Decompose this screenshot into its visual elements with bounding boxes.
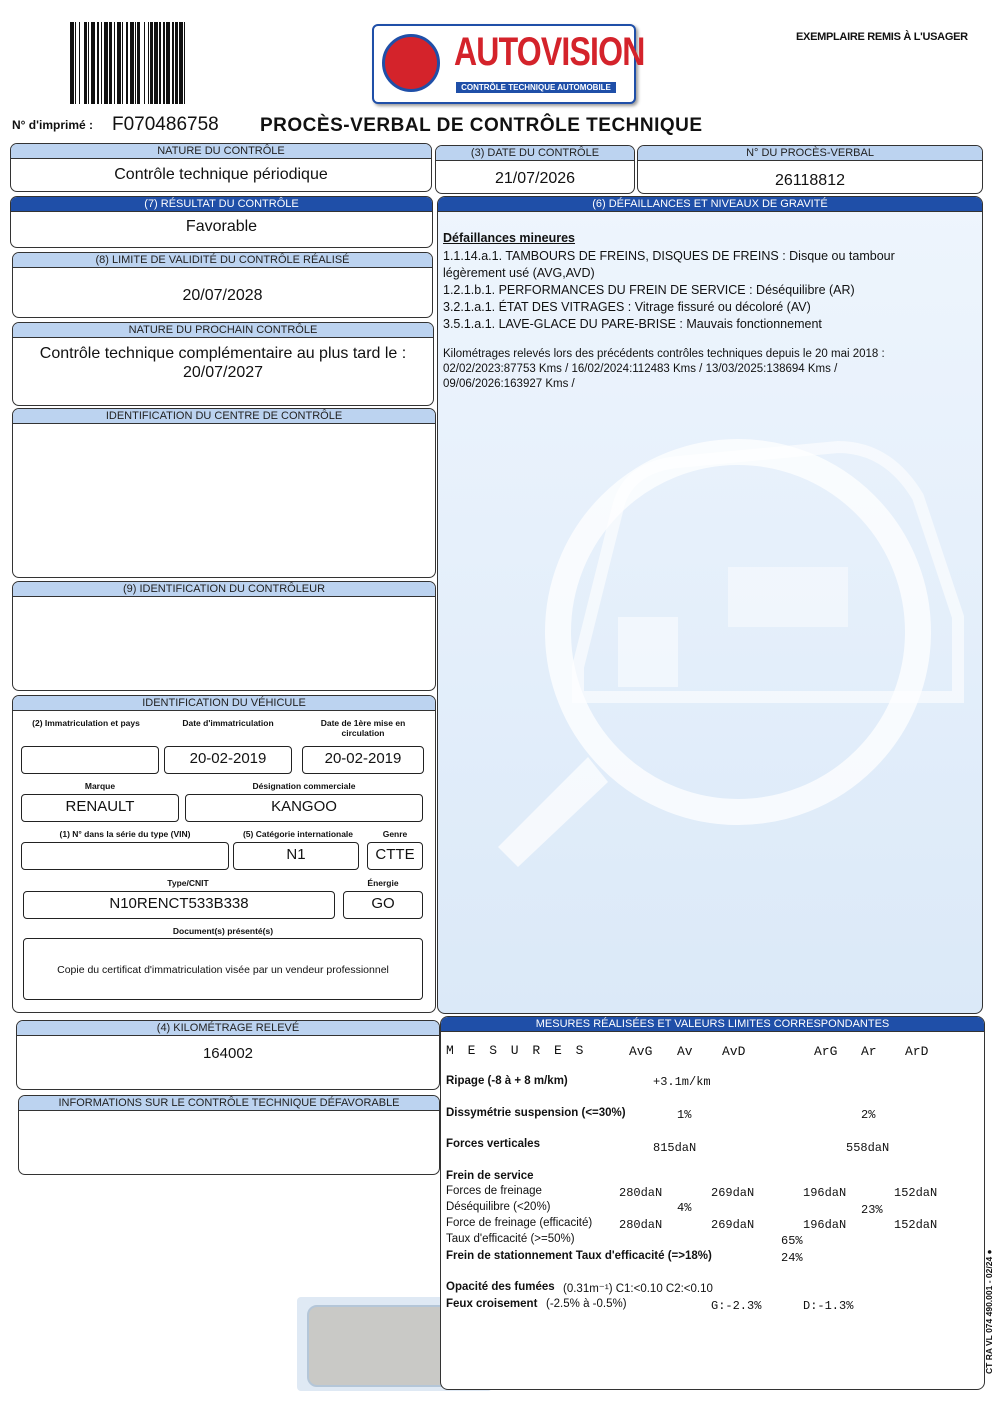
freinage-avg: 280daN [619,1186,663,1200]
efficacite-arg: 196daN [803,1218,847,1232]
marque-field: RENAULT [21,794,179,822]
dissym-av: 1% [677,1108,692,1122]
autovision-emblem-icon [382,34,440,92]
exemplaire-label: EXEMPLAIRE REMIS À L'USAGER [796,31,968,43]
feux-d: D:-1.3% [803,1299,854,1313]
prochain-line1: Contrôle technique complémentaire au plus tard le : [39,345,407,362]
stationnement-label: Frein de stationnement Taux d'efficacité (=>18%) [446,1250,712,1262]
freinage-avd: 269daN [711,1186,755,1200]
mesures-header: MESURES RÉALISÉES ET VALEURS LIMITES CORRESPONDANTES [441,1017,984,1032]
imprime-label: N° d'imprimé : [12,118,93,132]
immat-field [21,746,159,774]
type-field: N10RENCT533B338 [23,891,335,919]
categorie-label: (5) Catégorie internationale [242,829,354,839]
pv-header: N° DU PROCÈS-VERBAL [638,146,982,161]
limite-box [12,252,433,318]
limite-value: 20/07/2028 [182,287,263,304]
date-header: (3) DATE DU CONTRÔLE [436,146,634,161]
forces-ar: 558daN [846,1141,890,1155]
immat-label: (2) Immatriculation et pays [32,718,140,728]
km-history-line: 09/06/2026:163927 Kms / [443,378,575,390]
genre-field: CTTE [367,842,423,870]
autovision-logo [372,24,645,104]
col-arg: ArG [814,1044,838,1059]
form-reference-code: CT RA VL 074 490.001 - 02/24 ● [984,1249,994,1374]
efficacite-avg: 280daN [619,1218,663,1232]
kilometrage-header: (4) KILOMÉTRAGE RELEVÉ [17,1021,439,1036]
date-immat-label: Date d'immatriculation [182,718,274,728]
defaillances-header: (6) DÉFAILLANCES ET NIVEAUX DE GRAVITÉ [438,197,982,212]
pv-value: 26118812 [775,172,845,189]
kilometrage-value: 164002 [202,1045,254,1062]
energie-field: GO [343,891,423,919]
logo-subtitle: CONTRÔLE TECHNIQUE AUTOMOBILE [456,82,616,93]
kilometrage-box [16,1020,440,1090]
vin-field [21,842,229,870]
date-box [435,145,635,194]
freinage-arg: 196daN [803,1186,847,1200]
vehicule-header: IDENTIFICATION DU VÉHICULE [13,696,435,711]
centre-header: IDENTIFICATION DU CENTRE DE CONTRÔLE [13,409,435,424]
forces-label: Forces verticales [446,1138,540,1150]
opacite-label: Opacité des fumées [446,1281,555,1293]
imprime-value: F070486758 [112,114,219,135]
pv-box [637,145,983,194]
opacite-values: (0.31m⁻¹) C1:<0.10 C2:<0.10 [563,1283,713,1295]
nature-value: Contrôle technique périodique [114,166,328,183]
vehicule-box [12,695,436,1013]
deseq-label: Déséquilibre (<20%) [446,1201,551,1213]
designation-label: Désignation commerciale [252,781,356,791]
genre-label: Genre [382,829,408,839]
resultat-value: Favorable [185,218,258,235]
freinage-ard: 152daN [894,1186,938,1200]
frein-label: Frein de service [446,1170,534,1182]
feux-label: Feux croisement [446,1298,538,1310]
freinage-label: Forces de freinage [446,1185,542,1197]
stationnement-value: 24% [781,1251,803,1265]
efficacite-avd: 269daN [711,1218,755,1232]
col-av: Av [677,1044,693,1059]
feux-range: (-2.5% à -0.5%) [546,1298,627,1310]
resultat-box [10,196,433,248]
defaillances-panel [437,196,983,1014]
col-ard: ArD [905,1044,929,1059]
efficacite-ard: 152daN [894,1218,938,1232]
date-1ere-field: 20-02-2019 [302,746,424,774]
energie-label: Énergie [367,878,399,888]
type-label: Type/CNIT [167,878,209,888]
mesures-panel [440,1016,985,1390]
controleur-box [12,581,436,691]
barcode-bar [185,22,188,104]
defaillances-section: Défaillances mineures [443,231,576,245]
defaillance-item: 1.2.1.b.1. PERFORMANCES DU FREIN DE SERVICE : Déséquilibre (AR) [443,283,855,297]
dissym-label: Dissymétrie suspension (<=30%) [446,1107,626,1119]
prochain-line2: 20/07/2027 [182,364,264,381]
nature-header: NATURE DU CONTRÔLE [11,144,431,159]
forces-av: 815daN [653,1141,697,1155]
defaillance-item: 1.1.14.a.1. TAMBOURS DE FREINS, DISQUES DE FREINS : Disque ou tambour [443,249,895,263]
date-value: 21/07/2026 [494,170,576,187]
designation-field: KANGOO [185,794,423,822]
ripage-label: Ripage (-8 à + 8 m/km) [446,1075,568,1087]
centre-box [12,408,436,578]
defaillance-item: 3.5.1.a.1. LAVE-GLACE DU PARE-BRISE : Mauvais fonctionnement [443,317,822,331]
defavorable-box [18,1095,440,1175]
prochain-box [12,322,434,406]
barcode [70,22,270,104]
categorie-field: N1 [233,842,359,870]
defavorable-header: INFORMATIONS SUR LE CONTRÔLE TECHNIQUE DÉFAVORABLE [19,1096,439,1111]
efficacite-label: Force de freinage (efficacité) [446,1217,593,1229]
vin-label: (1) N° dans la série du type (VIN) [59,829,191,839]
mesures-heading: M E S U R E S [446,1043,587,1058]
controleur-header: (9) IDENTIFICATION DU CONTRÔLEUR [13,582,435,597]
col-avg: AvG [629,1044,653,1059]
defaillance-item: 3.2.1.a.1. ÉTAT DES VITRAGES : Vitrage fissuré ou décoloré (AV) [443,300,811,314]
date-1ere-label: Date de 1ère mise en circulation [320,718,406,738]
document-title: PROCÈS-VERBAL DE CONTRÔLE TECHNIQUE [260,115,703,136]
taux-label: Taux d'efficacité (>=50%) [446,1233,575,1245]
deseq-av: 4% [677,1201,692,1215]
col-avd: AvD [722,1044,746,1059]
dissym-ar: 2% [861,1108,876,1122]
resultat-header: (7) RÉSULTAT DU CONTRÔLE [11,197,432,212]
taux-value: 65% [781,1234,803,1248]
documents-field: Copie du certificat d'immatriculation visée par un vendeur professionnel [23,938,423,1000]
documents-label: Document(s) présenté(s) [172,926,274,936]
col-ar: Ar [861,1044,877,1059]
defaillance-item: légèrement usé (AVG,AVD) [443,266,595,280]
feux-g: G:-2.3% [711,1299,762,1313]
logo-name: AUTOVISION [454,30,645,74]
marque-label: Marque [84,781,116,791]
date-immat-field: 20-02-2019 [164,746,292,774]
ripage-av: +3.1m/km [653,1075,711,1089]
limite-header: (8) LIMITE DE VALIDITÉ DU CONTRÔLE RÉALISÉ [13,253,432,268]
deseq-ar: 23% [861,1203,883,1217]
nature-box [10,143,432,192]
km-history-line: Kilométrages relevés lors des précédents contrôles techniques depuis le 20 mai 2018 : [443,348,885,360]
prochain-header: NATURE DU PROCHAIN CONTRÔLE [13,323,433,338]
km-history-line: 02/02/2023:87753 Kms / 16/02/2024:112483 Kms / 13/03/2025:138694 Kms / [443,363,838,375]
